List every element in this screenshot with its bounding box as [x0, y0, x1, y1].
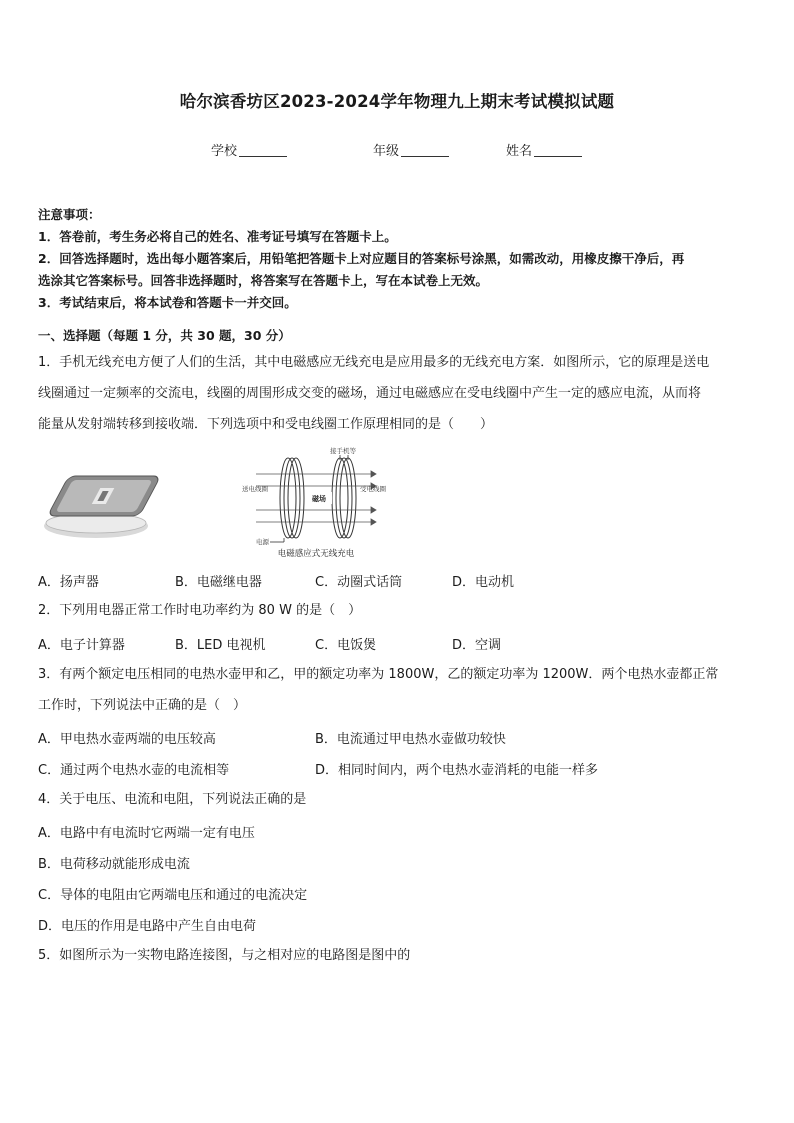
question-1 [38, 347, 758, 440]
school-field [211, 140, 287, 159]
option-c[interactable]: C．导体的电阻由它两端电压和通过的电流决定 [38, 888, 308, 903]
question-2 [38, 595, 758, 626]
question-line: 线圈通过一定频率的交流电，线圈的周围形成交变的磁场，通过电磁感应在受电线圈中产生一定的感应电流，从而将 [38, 386, 702, 401]
option-d[interactable]: D．电动机 [452, 575, 515, 590]
grade-field [373, 140, 449, 159]
power-source-label: 电源 [256, 538, 269, 546]
question-3 [38, 659, 758, 721]
receive-coil [332, 458, 356, 538]
question-4 [38, 784, 758, 815]
question-line: 1．手机无线充电方便了人们的生活，其中电磁感应无线充电是应用最多的无线充电方案．如图所示，它的原理是送电 [38, 355, 710, 370]
school-blank[interactable] [239, 144, 287, 157]
phone-charging-photo [38, 466, 162, 546]
option-d[interactable]: D．空调 [452, 638, 502, 653]
name-field [506, 140, 582, 159]
notes-item: 3．考试结束后，将本试卷和答题卡一并交回。 [38, 295, 297, 310]
option-a[interactable]: A．电路中有电流时它两端一定有电压 [38, 826, 255, 841]
grade-label: 年级 [373, 144, 400, 159]
option-d[interactable]: D．电压的作用是电路中产生自由电荷 [38, 919, 257, 934]
option-c[interactable]: C．通过两个电热水壶的电流相等 [38, 763, 230, 778]
option-b[interactable]: B．LED 电视机 [175, 638, 266, 653]
option-d[interactable]: D．相同时间内，两个电热水壶消耗的电能一样多 [315, 763, 599, 778]
transmit-coil [280, 458, 304, 538]
section-title: 一、选择题（每题 1 分，共 30 题，30 分） [38, 328, 291, 343]
notes-heading: 注意事项： [38, 207, 101, 222]
transmit-coil-label: 送电线圈 [242, 485, 268, 493]
name-blank[interactable] [534, 144, 582, 157]
question-line: 工作时，下列说法中正确的是（ ） [38, 698, 247, 713]
notes-item: 2．回答选择题时，选出每小题答案后，用铅笔把答题卡上对应题目的答案标号涂黑，如需改动，用橡皮擦干净后，再 [38, 251, 685, 266]
phone-label: 接手机等 [330, 447, 356, 455]
induction-charging-diagram [236, 446, 396, 560]
question-line: 3．有两个额定电压相同的电热水壶甲和乙，甲的额定功率为 1800W，乙的额定功率为 1200W．两个电热水壶都正常 [38, 667, 719, 682]
question-line: 2．下列用电器正常工作时电功率约为 80 W 的是（ ） [38, 603, 362, 618]
grade-blank[interactable] [401, 144, 449, 157]
name-label: 姓名 [506, 144, 533, 159]
option-c[interactable]: C．电饭煲 [315, 638, 377, 653]
option-b[interactable]: B．电荷移动就能形成电流 [38, 857, 190, 872]
option-a[interactable]: A．电子计算器 [38, 638, 125, 653]
option-a[interactable]: A．甲电热水壶两端的电压较高 [38, 732, 216, 747]
option-b[interactable]: B．电磁继电器 [175, 575, 262, 590]
question-line: 5．如图所示为一实物电路连接图，与之相对应的电路图是图中的 [38, 948, 411, 963]
option-b[interactable]: B．电流通过甲电热水壶做功较快 [315, 732, 506, 747]
option-c[interactable]: C．动圈式话筒 [315, 575, 403, 590]
question-line: 能量从发射端转移到接收端．下列选项中和受电线圈工作原理相同的是（ ） [38, 417, 494, 432]
school-label: 学校 [211, 144, 238, 159]
figure-caption: 电磁感应式无线充电 [277, 549, 355, 559]
notes-item: 选涂其它答案标号。回答非选择题时，将答案写在答题卡上，写在本试卷上无效。 [38, 273, 489, 288]
question-line: 4．关于电压、电流和电阻，下列说法正确的是 [38, 792, 307, 807]
notes-block [38, 204, 758, 314]
phone-icon [47, 476, 160, 516]
option-a[interactable]: A．扬声器 [38, 575, 99, 590]
page-title: 哈尔滨香坊区2023-2024学年物理九上期末考试模拟试题 [179, 92, 615, 111]
field-label: 磁场 [312, 495, 326, 503]
notes-item: 1．答卷前，考生务必将自己的姓名、准考证号填写在答题卡上。 [38, 229, 397, 244]
question-5 [38, 940, 758, 971]
receive-coil-label: 受电线圈 [360, 485, 386, 493]
